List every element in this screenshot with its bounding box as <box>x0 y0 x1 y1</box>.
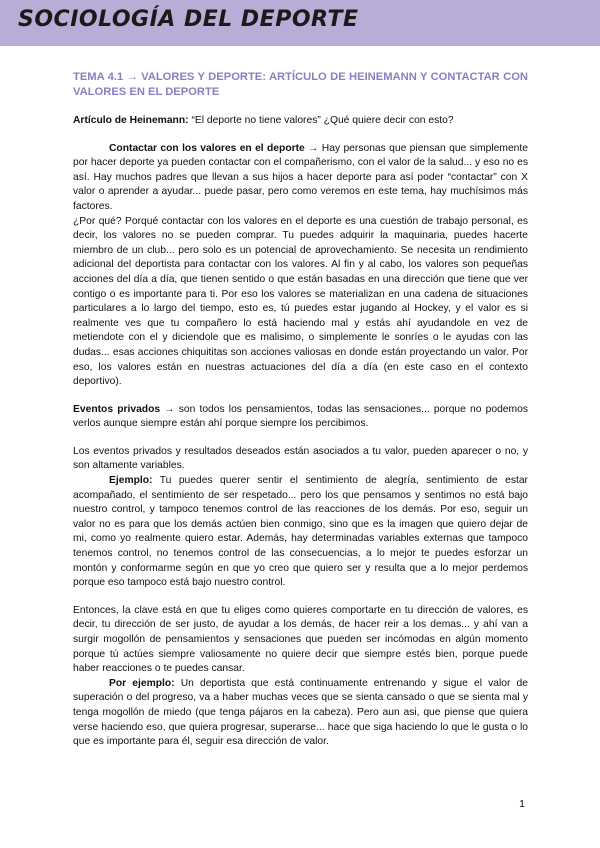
eventos-paragraph <box>73 403 528 432</box>
asociados-paragraph: Los eventos privados y resultados deseados están asociados a tu valor, pueden aparecer o no, y son altamente variables. <box>73 445 528 472</box>
ejemplo-text: Tu puedes querer sentir el sentimiento de alegría, sentimiento de estar acompañado, el sentimiento de ser respetado... pero los que pensamos y sentimos no está bajo nuestro control, y tampoco tenemos control de las reacciones de los demás. Por eso, seguir un valor no es para que los demás actúen bien conmigo, sino que es la imagen que quiero dejar de mi, como yo realmente quiero estar. Además, hay determinadas variables externas que tampoco tenemos control, no tenemos control de las consecuencias, a lo mejor te puedes esforzar un montón y conformarme según en que yo creo que quiero ser y resulta que a lo mejor perdemos porque eso tampoco está bajo nuestro control. <box>73 475 528 589</box>
heinemann-paragraph <box>73 114 528 129</box>
page-number: 1 <box>519 798 525 810</box>
contactar-label: Contactar con los valores en el deporte <box>109 142 305 154</box>
heinemann-text: “El deporte no tiene valores” ¿Qué quiere decir con esto? <box>188 115 454 126</box>
porejemplo-text: Un deportista que está continuamente entrenando y sigue el valor de superación o del progreso, va a haber muchas veces que se sienta cansado o que se sienta mal y tenga mogollón de miedo (que tenga pájaros en la cabeza). Pero aun asi, que piense que quiera verse haciendo eso, que quiera progresar, superarse... hace que siga haciendo lo que le gusta o lo que es importante para él, seguir esa dirección de valor. <box>73 677 528 748</box>
eventos-text: → son todos los pensamientos, todas las sensaciones... porque no podemos verlos aunque siempre están ahí porque siempre los percibimos. <box>73 403 528 430</box>
contactar-text: → Hay personas que piensan que simplemente por hacer deporte ya pueden contactar con el compañerismo, con el valor de la salud... y eso no es así. Hay muchos padres que llevan a sus hijos a hacer deporte para así poder “contactar” con X valor o aprender a ayudar... puede pasar, pero como veremos en este tema, hay muchísimos más factores. <box>73 142 528 212</box>
entonces-paragraph: Entonces, la clave está en que tu eliges como quieres comportarte en tu dirección de valores, es decir, tu dirección de ser justo, de ayudar a los demás, de hacer reir a los demas... y ahí van a surgir mogollón de pensamientos y sensaciones que pueden ser incómodas en algún momento porque tú actúes siempre valiosamente no quiere decir que siempre estés bien, porque puede haber reacciones o te puedes cansar. <box>73 604 528 675</box>
eventos-label: Eventos privados <box>73 403 161 415</box>
ejemplo-label: Ejemplo: <box>109 475 153 487</box>
page-header <box>0 0 600 46</box>
heinemann-label: Artículo de Heinemann: <box>73 115 189 126</box>
porejemplo-label: Por ejemplo: <box>109 677 175 689</box>
porque-paragraph: ¿Por qué? Porqué contactar con los valores en el deporte es una cuestión de trabajo personal, es decir, los valores no se pueden comprar. Tu puedes adquirir la maquinaria, puedes hacerte miembro de un club... pero solo es un potencial de aprovechamiento. Se necesita un rendimiento adicional del deportista para contactar con los valores. Al fin y al cabo, los valores son pequeñas acciones del día a día, que tienen sentido o que están basadas en una dirección que tiene que ver contigo o es importante para ti. Por eso los valores se materializan en una cadena de situaciones particulares a lo largo del tiempo, esto es, tú puedes estar jugando al Hockey, y el valor es si realmente ves que tu compañero lo está haciendo mal y estás ahí ayudandole en vez de metiendote con el y diciendole que es malisimo, o simplemente le sonríes o le ayudas con las dudas... esas acciones chiquititas son acciones valiosas en donde están proyectando un valor. Por eso, los valores están en nuestras actuaciones del día a día (en este caso en el contexto deportivo). <box>73 215 528 388</box>
porejemplo-paragraph <box>73 677 528 750</box>
ejemplo-paragraph <box>73 474 528 591</box>
document-body <box>73 70 528 750</box>
section-title: TEMA 4.1 → VALORES Y DEPORTE: ARTÍCULO DE HEINEMANN Y CONTACTAR CON VALORES EN EL DEPORTE <box>73 71 528 98</box>
header-title: SOCIOLOGÍA DEL DEPORTE <box>18 7 359 32</box>
contactar-paragraph <box>73 142 528 215</box>
